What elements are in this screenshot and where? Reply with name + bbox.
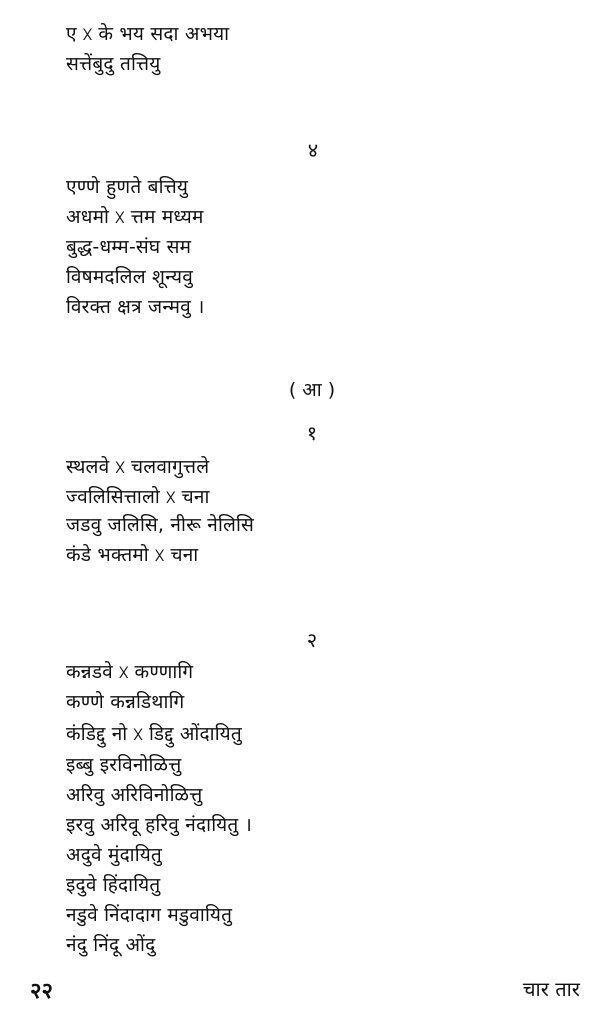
poem-line: नंदु निंदू ओंदु [66, 934, 156, 956]
poem-line: इब्बु इरविनोळित्तु [66, 754, 182, 776]
poem-line: अधमो ᳵ त्तम मध्यम [66, 206, 204, 228]
poem-line: स्थलवे ᳵ चलवागुत्तले [66, 456, 210, 478]
running-title: चार तार [522, 977, 580, 1001]
part-heading: ( आ ) [288, 379, 336, 401]
poem-line: अदुवे मुंदायितु [66, 844, 162, 866]
poem-line: ए ᳵ के भय सदा अभया [66, 23, 230, 45]
poem-line: जडवु जलिसि, नीरू नेलिसि [66, 514, 254, 536]
poem-line: इरवु अरिवू हरिवु नंदायितु । [66, 814, 253, 836]
section-number-2: २ [306, 628, 318, 652]
page-number: २२ [30, 979, 53, 1004]
poem-line: अरिवु अरिविनोळित्तु [66, 784, 203, 806]
poem-line: कण्णे कन्नडिथागि [66, 691, 185, 713]
poem-line: बुद्ध-धम्म-संघ सम [66, 236, 192, 258]
poem-line: एण्णे हुणते बत्तियु [66, 176, 189, 198]
poem-line: विरक्त क्षत्र जन्मवु । [66, 296, 205, 318]
section-number-4: ४ [307, 138, 319, 162]
poem-line: नडुवे निंदादाग मडुवायितु [66, 904, 233, 926]
poem-line: विषमदलिल शून्यवु [66, 266, 193, 288]
poem-line: कंडे भक्तमो ᳵ चना [66, 544, 199, 566]
poem-line: सत्तेंबुदु तत्तियु [66, 53, 161, 75]
poem-line: ज्वलिसित्तालो ᳵ चना [66, 486, 210, 508]
poem-line: कंडिद्दु नो ᳵ डिद्दु ओंदायितु [66, 723, 242, 745]
poem-line: इदुवे हिंदायितु [66, 874, 161, 896]
section-number-1: १ [306, 421, 318, 445]
poem-line: कन्नडवे ᳵ कण्णागि [66, 661, 194, 683]
